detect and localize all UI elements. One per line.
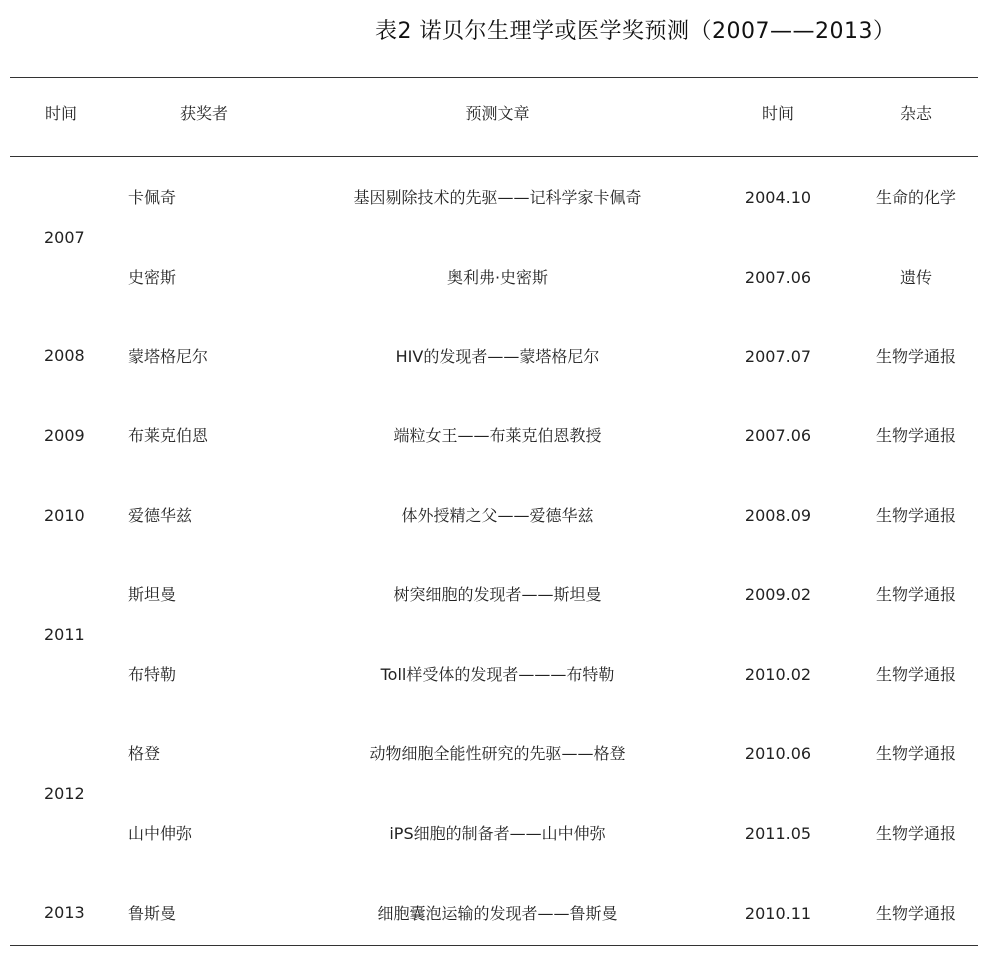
winner-cell: 格登 bbox=[128, 744, 161, 763]
table-row bbox=[0, 904, 991, 924]
year-cell: 2010 bbox=[44, 506, 85, 525]
winner-cell: 鲁斯曼 bbox=[128, 904, 177, 923]
table-row bbox=[0, 506, 991, 526]
article-cell: 细胞囊泡运输的发现者——鲁斯曼 bbox=[377, 904, 618, 923]
header-journal: 杂志 bbox=[899, 104, 932, 123]
journal-cell: 生物学通报 bbox=[875, 347, 956, 366]
table-row bbox=[0, 585, 991, 605]
article-cell: 奥利弗·史密斯 bbox=[446, 268, 549, 287]
winner-cell: 山中伸弥 bbox=[128, 824, 193, 843]
header-winner: 获奖者 bbox=[180, 104, 229, 123]
article-cell: 端粒女王——布莱克伯恩教授 bbox=[393, 426, 602, 445]
table-row bbox=[0, 268, 991, 288]
table-row bbox=[0, 744, 991, 764]
bottom-rule bbox=[10, 945, 978, 946]
year-cell: 2007 bbox=[44, 228, 85, 247]
date-cell: 2007.06 bbox=[744, 426, 812, 445]
winner-cell: 布莱克伯恩 bbox=[128, 426, 209, 445]
journal-cell: 遗传 bbox=[899, 268, 932, 287]
table-row bbox=[0, 188, 991, 208]
winner-cell: 斯坦曼 bbox=[128, 585, 177, 604]
year-cell: 2009 bbox=[44, 426, 85, 445]
date-cell: 2007.07 bbox=[744, 347, 812, 366]
article-cell: Toll样受体的发现者———布特勒 bbox=[380, 665, 615, 684]
header-date: 时间 bbox=[761, 104, 794, 123]
journal-cell: 生物学通报 bbox=[875, 824, 956, 843]
header-rule bbox=[10, 156, 978, 157]
winner-cell: 爱德华兹 bbox=[128, 506, 193, 525]
winner-cell: 蒙塔格尼尔 bbox=[128, 347, 209, 366]
winner-cell: 史密斯 bbox=[128, 268, 177, 287]
article-cell: 基因剔除技术的先驱——记科学家卡佩奇 bbox=[353, 188, 642, 207]
year-cell: 2013 bbox=[44, 903, 85, 922]
journal-cell: 生物学通报 bbox=[875, 426, 956, 445]
winner-cell: 卡佩奇 bbox=[128, 188, 177, 207]
article-cell: HIV的发现者——蒙塔格尼尔 bbox=[395, 347, 600, 366]
table-row bbox=[0, 665, 991, 685]
journal-cell: 生物学通报 bbox=[875, 506, 956, 525]
article-cell: 动物细胞全能性研究的先驱——格登 bbox=[369, 744, 626, 763]
journal-cell: 生物学通报 bbox=[875, 665, 956, 684]
table-title: 表2 诺贝尔生理学或医学奖预测（2007——2013） bbox=[375, 19, 896, 44]
winner-cell: 布特勒 bbox=[128, 665, 177, 684]
year-cell: 2012 bbox=[44, 784, 85, 803]
header-article: 预测文章 bbox=[465, 104, 530, 123]
journal-cell: 生物学通报 bbox=[875, 744, 956, 763]
article-cell: iPS细胞的制备者——山中伸弥 bbox=[389, 824, 606, 843]
date-cell: 2008.09 bbox=[744, 506, 812, 525]
date-cell: 2011.05 bbox=[744, 824, 812, 843]
year-cell: 2011 bbox=[44, 625, 85, 644]
year-cell: 2008 bbox=[44, 346, 85, 365]
article-cell: 体外授精之父——爱德华兹 bbox=[401, 506, 594, 525]
date-cell: 2010.02 bbox=[744, 665, 812, 684]
date-cell: 2010.11 bbox=[744, 904, 812, 923]
table-row bbox=[0, 426, 991, 446]
date-cell: 2004.10 bbox=[744, 188, 812, 207]
date-cell: 2007.06 bbox=[744, 268, 812, 287]
top-rule bbox=[10, 77, 978, 78]
date-cell: 2010.06 bbox=[744, 744, 812, 763]
journal-cell: 生物学通报 bbox=[875, 585, 956, 604]
article-cell: 树突细胞的发现者——斯坦曼 bbox=[393, 585, 602, 604]
table-row bbox=[0, 347, 991, 367]
table-row bbox=[0, 824, 991, 844]
journal-cell: 生物学通报 bbox=[875, 904, 956, 923]
date-cell: 2009.02 bbox=[744, 585, 812, 604]
table-header bbox=[0, 104, 991, 132]
header-year: 时间 bbox=[45, 104, 78, 123]
journal-cell: 生命的化学 bbox=[875, 188, 956, 207]
